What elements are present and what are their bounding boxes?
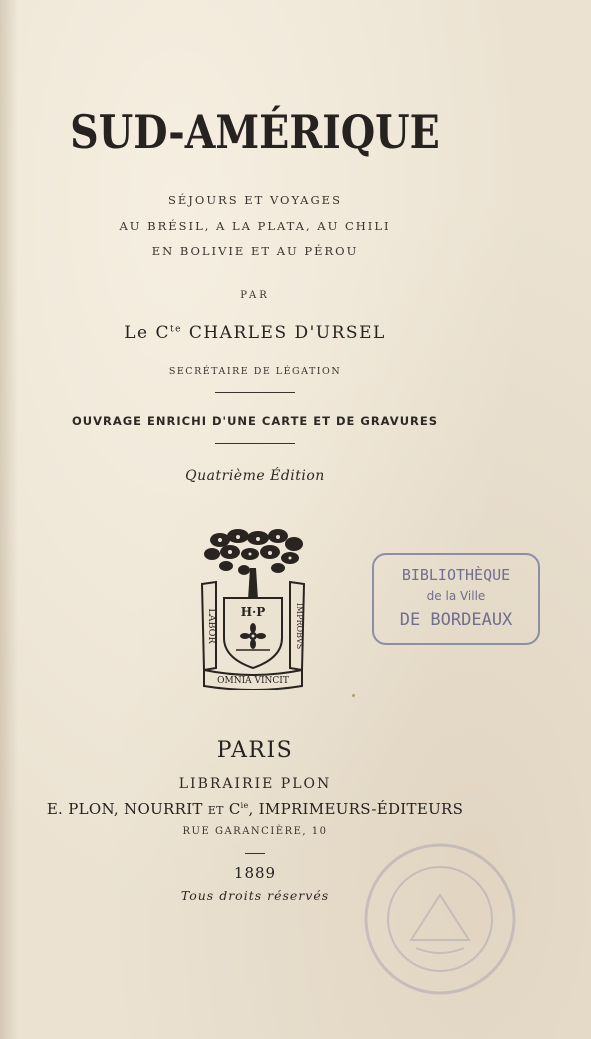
subtitle-line-1: SÉJOURS ET VOYAGES xyxy=(168,193,342,207)
faded-round-stamp-icon xyxy=(361,840,519,998)
author-title-superscript: te xyxy=(169,324,182,335)
by-label: PAR xyxy=(240,290,270,301)
author-role: SECRÉTAIRE DE LÉGATION xyxy=(168,366,342,377)
divider-rule-top xyxy=(215,392,295,393)
divider-rule-bottom xyxy=(215,443,295,444)
printers-company: C xyxy=(223,800,241,818)
library-stamp-line-2: de la Ville xyxy=(426,589,486,603)
page-edge-shadow xyxy=(0,0,18,1039)
divider-rule-year xyxy=(245,853,265,854)
library-stamp-line-3: DE BORDEAUX xyxy=(399,610,513,630)
paper-speck xyxy=(352,694,355,697)
imprint-publisher: LIBRAIRIE PLON xyxy=(178,776,332,792)
printers-company-superscript: ie xyxy=(240,801,249,810)
enrichment-note: OUVRAGE ENRICHI D'UNE CARTE ET DE GRAVURES xyxy=(71,414,439,428)
printers-role: , IMPRIMEURS-ÉDITEURS xyxy=(248,800,464,818)
subtitle-line-2: AU BRÉSIL, A LA PLATA, AU CHILI xyxy=(119,219,391,233)
edition-label: Quatrième Édition xyxy=(185,468,325,484)
library-stamp-line-1: BIBLIOTHÈQUE xyxy=(401,566,511,584)
subtitle-line-3: EN BOLIVIE ET AU PÉROU xyxy=(151,244,359,258)
emblem-left-ribbon-text: LABOR xyxy=(206,608,217,644)
emblem-right-ribbon-text: IMPROBVS xyxy=(295,602,304,650)
imprint-city: PARIS xyxy=(216,738,294,763)
imprint-address: RUE GARANCIÈRE, 10 xyxy=(182,826,328,837)
imprint-printers xyxy=(0,800,510,818)
imprint-year: 1889 xyxy=(233,864,277,882)
printers-et: ET xyxy=(207,804,224,817)
author-name xyxy=(0,323,510,343)
book-title: SUD-AMÉRIQUE xyxy=(70,105,440,159)
publisher-emblem-icon xyxy=(198,528,308,690)
imprint-rights: Tous droits réservés xyxy=(180,888,330,903)
emblem-bottom-ribbon-text: OMNIA VINCIT xyxy=(217,676,289,686)
author-prefix: Le C xyxy=(124,323,170,343)
printers-name: E. PLON, NOURRIT xyxy=(46,800,208,818)
author-full-name: CHARLES D'URSEL xyxy=(181,323,386,343)
emblem-monogram: H·P xyxy=(240,605,266,619)
